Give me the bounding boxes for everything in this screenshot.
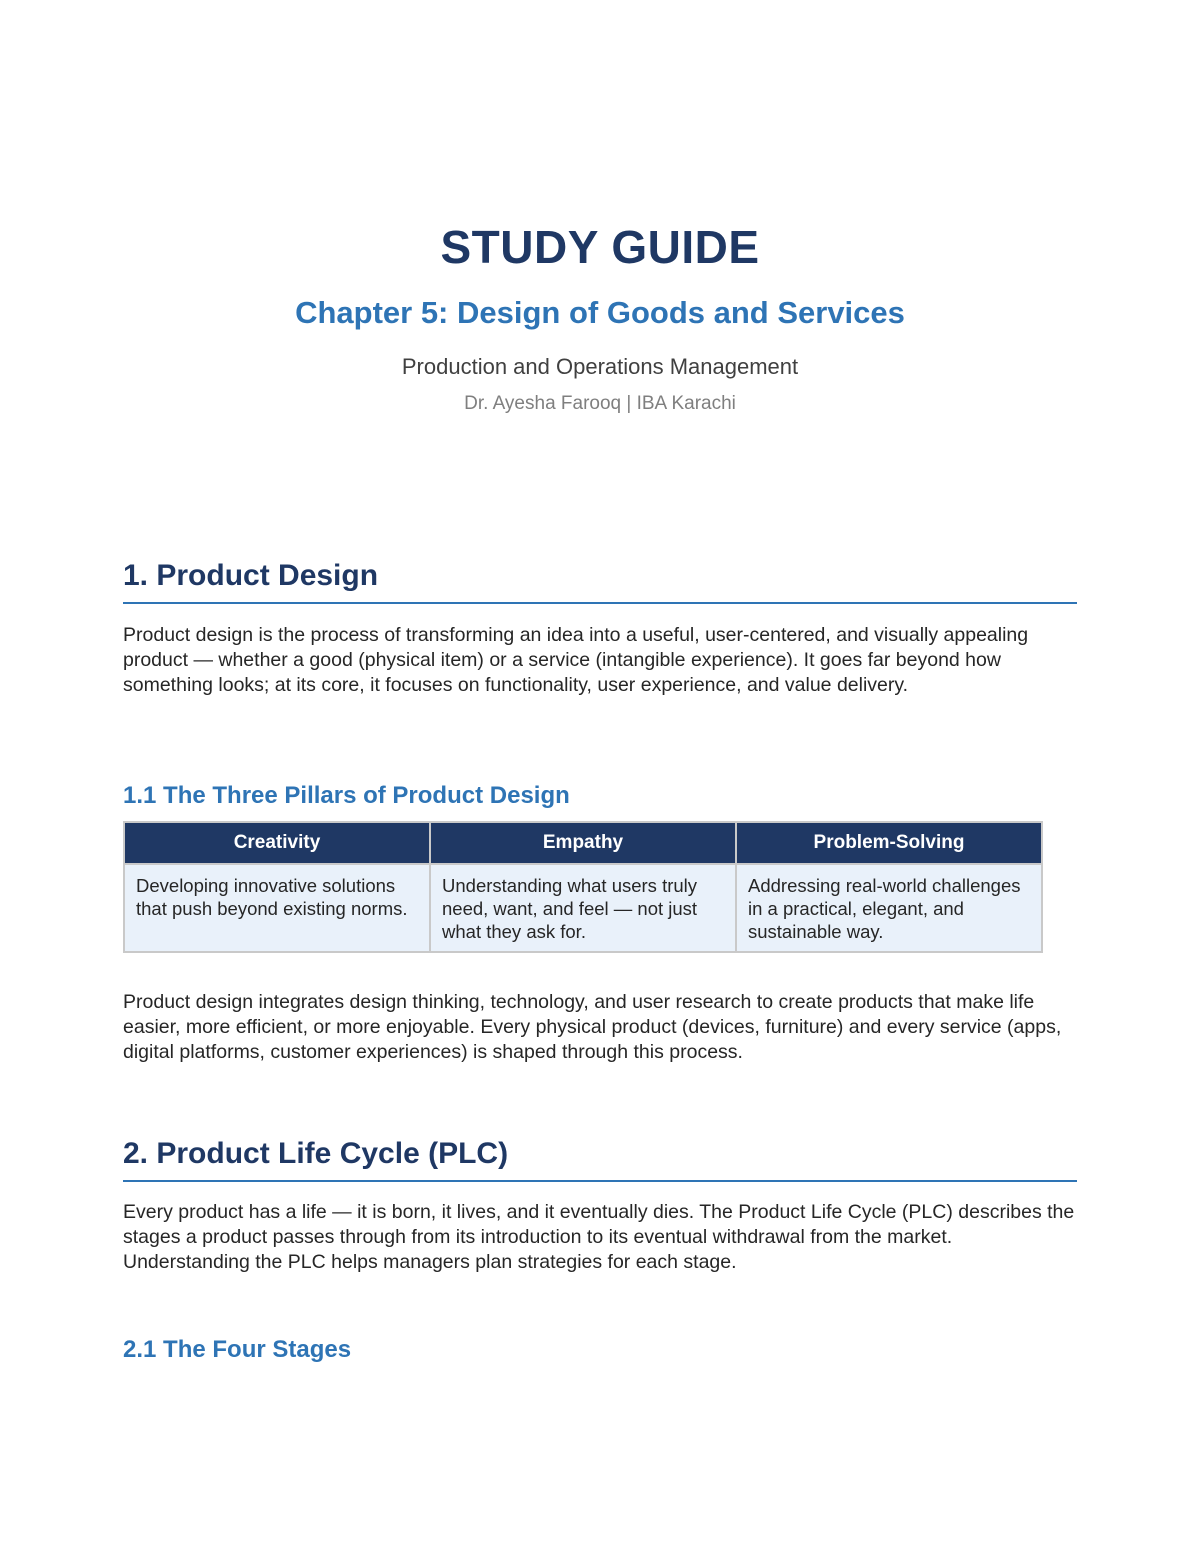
pillars-header-row [124, 822, 1042, 864]
pillar-header-problem-solving: Problem-Solving [736, 822, 1042, 864]
section-2-1-heading: 2.1 The Four Stages [123, 1336, 352, 1363]
pillar-cell-problem-solving: Addressing real-world challenges in a practical, elegant, and sustainable way. [736, 864, 1042, 952]
course-name: Production and Operations Management [401, 354, 799, 379]
section-1-1-heading: 1.1 The Three Pillars of Product Design [123, 782, 570, 809]
pillar-cell-creativity: Developing innovative solutions that push beyond existing norms. [124, 864, 430, 952]
section-2-intro: Every product has a life — it is born, it lives, and it eventually dies. The Product Life Cycle (PLC) describes the stages a product passes through from its introduction to its eventual withdrawal from the market. Understanding the PLC helps managers plan strategies for each stage. [123, 1201, 1075, 1273]
pillar-header-creativity: Creativity [124, 822, 430, 864]
section-1-heading: 1. Product Design [123, 556, 1077, 604]
section-1-outro: Product design integrates design thinking, technology, and user research to create products that make life easier, more efficient, or more enjoyable. Every physical product (devices, furniture) and every service (apps, digital platforms, customer experiences) is shaped through this process. [123, 991, 1062, 1063]
pillars-table [123, 821, 1043, 953]
author-line: Dr. Ayesha Farooq | IBA Karachi [464, 393, 736, 414]
section-2-heading: 2. Product Life Cycle (PLC) [123, 1134, 1077, 1182]
chapter-title: Chapter 5: Design of Goods and Services [295, 295, 905, 330]
pillars-body-row [124, 864, 1042, 952]
pillar-header-empathy: Empathy [430, 822, 736, 864]
section-1-intro: Product design is the process of transforming an idea into a useful, user-centered, and visually appealing product — whether a good (physical item) or a service (intangible experience). It goes far beyond how something looks; at its core, it focuses on functionality, user experience, and value delivery. [123, 624, 1029, 696]
document-title: STUDY GUIDE [440, 221, 760, 273]
pillar-cell-empathy: Understanding what users truly need, want, and feel — not just what they ask for. [430, 864, 736, 952]
